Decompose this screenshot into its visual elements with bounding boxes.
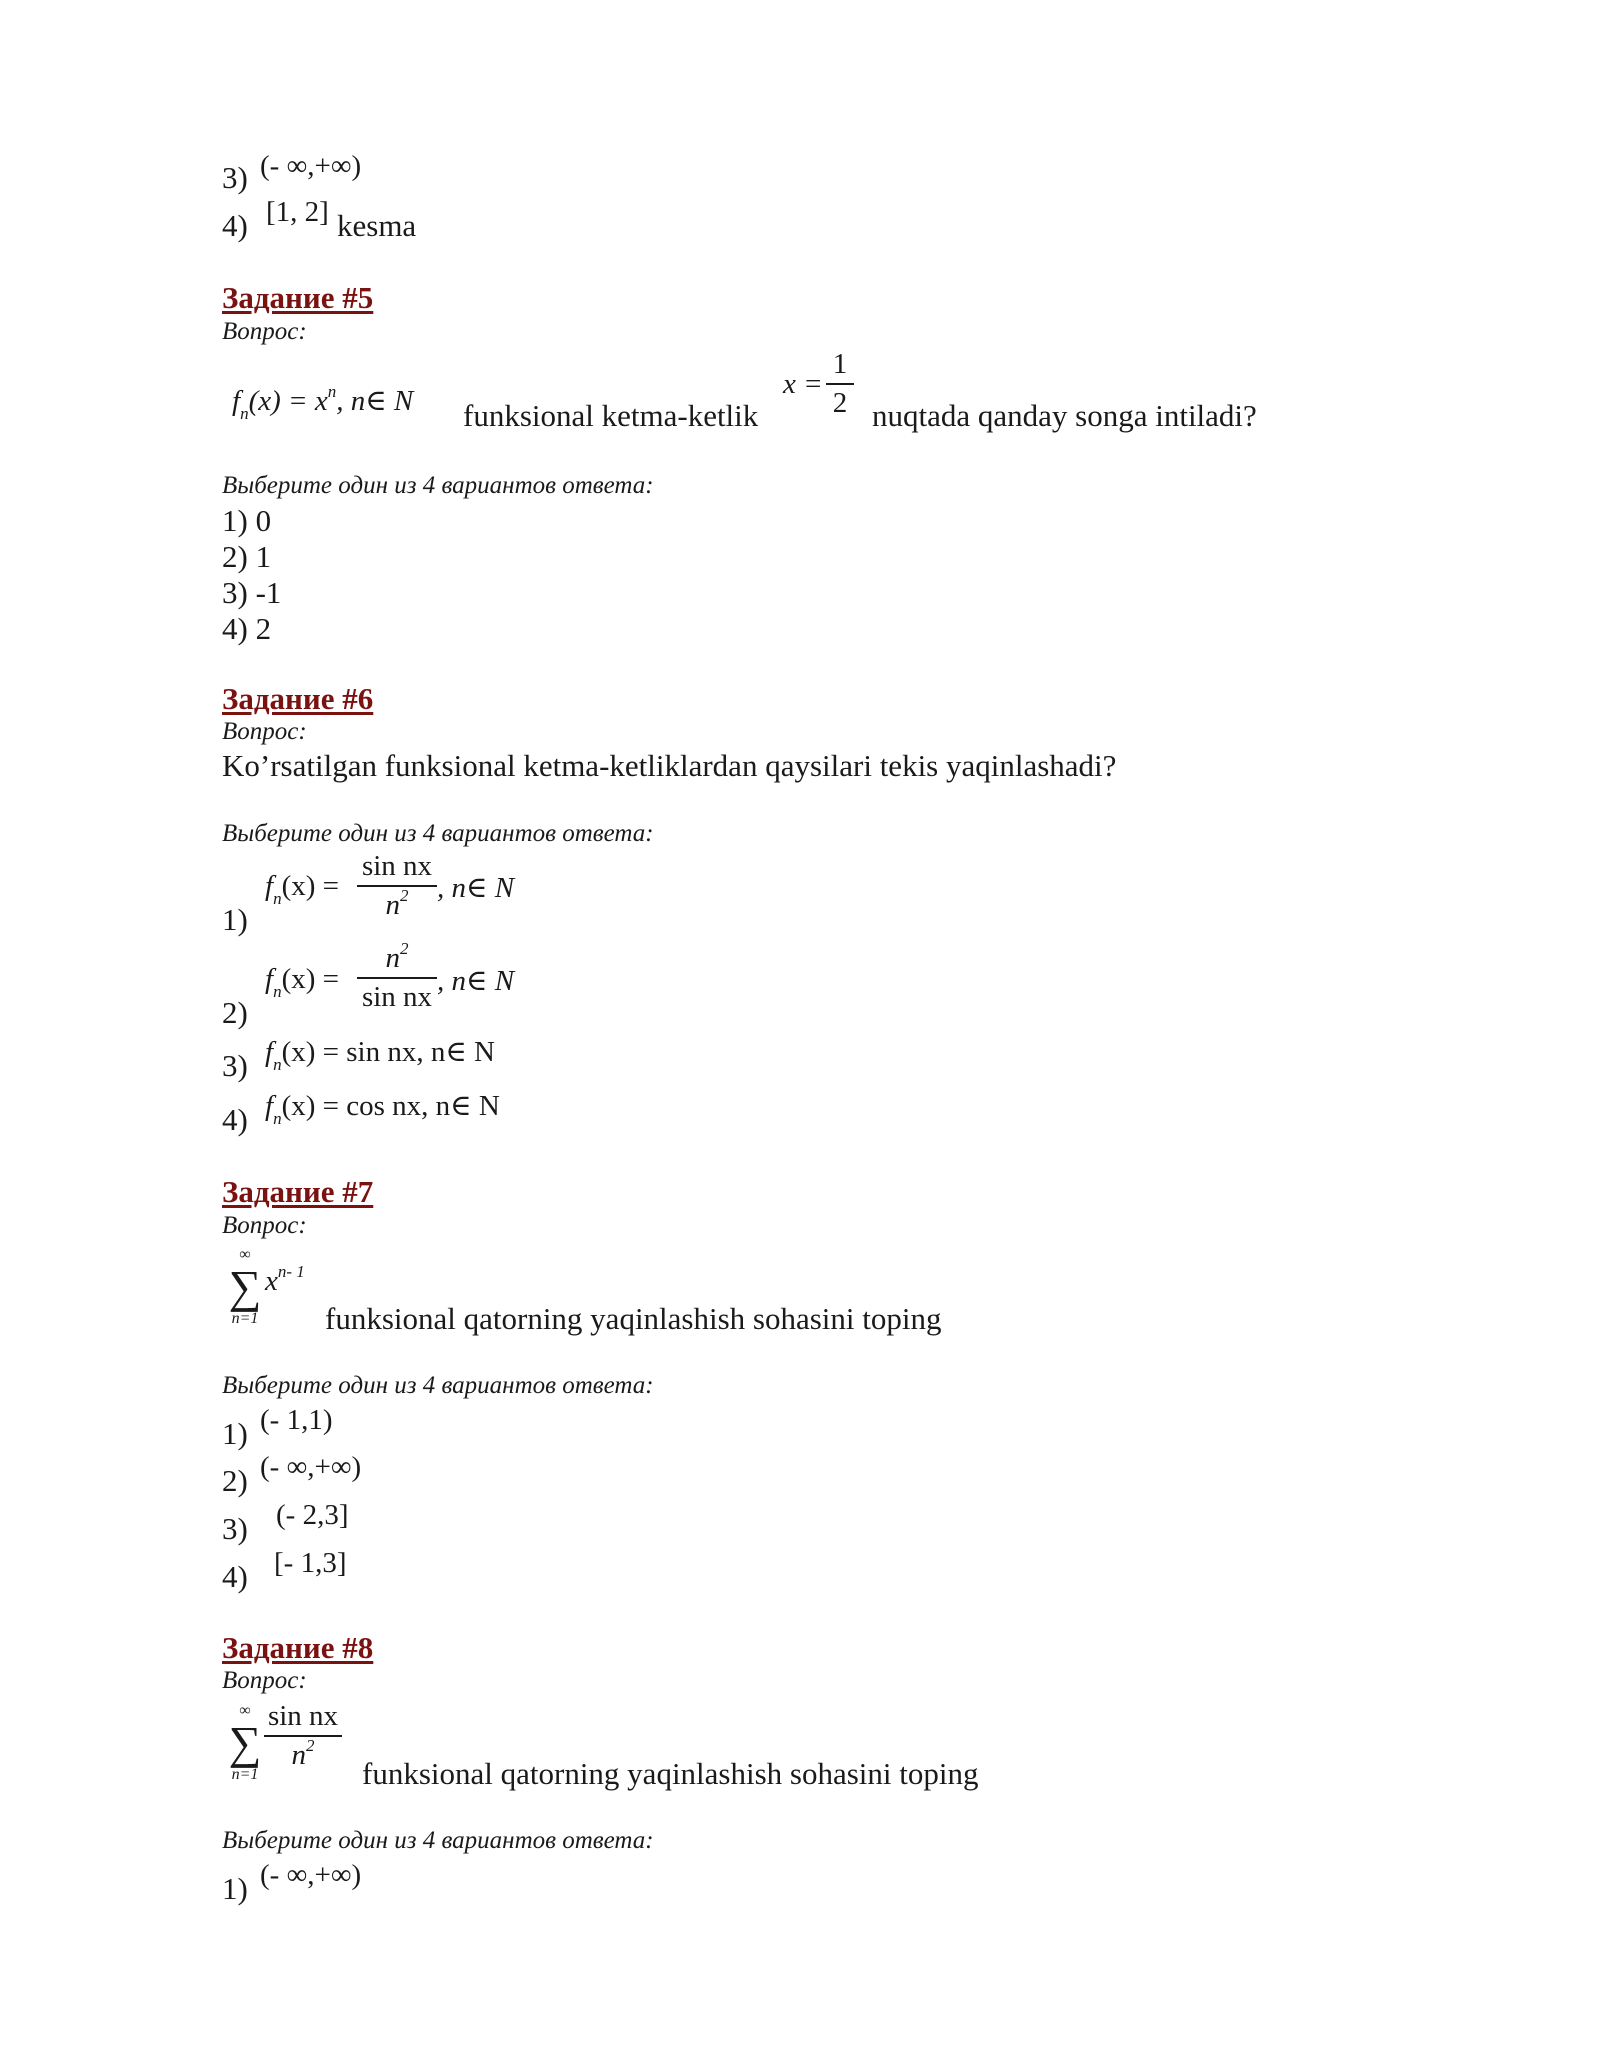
answer-number: 2)	[222, 995, 248, 1030]
answer-math: (- 2,3]	[276, 1499, 349, 1531]
formula-eq: (x) =	[281, 963, 339, 995]
choose-label: Выберите один из 4 вариантов ответа:	[222, 820, 654, 847]
choose-label: Выберите один из 4 вариантов ответа:	[222, 1827, 654, 1854]
option-2-tail: , n∈ N	[437, 965, 515, 997]
fraction-denominator: sin nx	[361, 981, 433, 1013]
choose-label: Выберите один из 4 вариантов ответа:	[222, 472, 654, 499]
answer-number: 1)	[222, 1416, 248, 1451]
option-4-formula	[265, 1088, 500, 1128]
fraction-denominator	[264, 1736, 342, 1771]
task-5-text-2: nuqtada qanday songa intiladi?	[872, 398, 1257, 433]
answer-math: [1, 2]	[266, 196, 329, 228]
answer-number: 4)	[222, 208, 248, 243]
formula-sub: n	[240, 404, 249, 423]
answer-math: (- ∞,+∞)	[260, 150, 362, 182]
formula-sub: n	[273, 982, 282, 1001]
formula-f: f	[265, 1036, 274, 1068]
fraction-denominator: 2	[832, 387, 848, 419]
formula-tail: , n∈ N	[336, 385, 414, 417]
formula-sub: n	[273, 1055, 282, 1074]
answer-number: 1)	[222, 1871, 248, 1906]
sum-upper: ∞	[239, 1702, 251, 1719]
answer-number: 1)	[222, 902, 248, 937]
answer-number: 3)	[222, 160, 248, 195]
formula-f: f	[232, 385, 241, 417]
task-8-title: Задание #8	[222, 1630, 374, 1665]
fraction-bar	[357, 977, 437, 979]
point-variable: x =	[783, 368, 823, 400]
sigma-icon: ∑	[228, 1717, 262, 1768]
task-7-sum	[228, 1246, 262, 1328]
answer-number: 4)	[222, 1559, 248, 1594]
fraction-numerator: sin nx	[361, 850, 433, 882]
answer-option: 4) 2	[222, 611, 272, 646]
question-label: Вопрос:	[222, 1667, 307, 1694]
answer-math: (- ∞,+∞)	[260, 1451, 362, 1483]
answer-number: 4)	[222, 1102, 248, 1137]
option-1-fraction	[357, 852, 437, 920]
answer-number: 3)	[222, 1511, 248, 1546]
fraction-bar	[826, 383, 854, 385]
fraction-numerator: sin nx	[267, 1700, 339, 1732]
answer-option: 2) 1	[222, 539, 272, 574]
option-1-tail: , n∈ N	[437, 872, 515, 904]
term-sup: n- 1	[277, 1262, 305, 1281]
formula-sub: n	[273, 1109, 282, 1128]
task-8-fraction	[264, 1702, 342, 1770]
formula-sup: n	[327, 382, 337, 401]
option-2-fraction	[357, 939, 437, 1013]
task-5-title: Задание #5	[222, 280, 374, 315]
task-6-title: Задание #6	[222, 681, 374, 716]
question-label: Вопрос:	[222, 318, 307, 345]
answer-option: 1) 0	[222, 503, 272, 538]
answer-number: 2)	[222, 1463, 248, 1498]
answer-math: (- ∞,+∞)	[260, 1859, 362, 1891]
sum-lower: n=1	[231, 1310, 259, 1327]
formula-eq: (x) =	[281, 870, 339, 902]
task-7-text: funksional qatorning yaqinlashish sohasini toping	[325, 1301, 942, 1336]
answer-math: [- 1,3]	[274, 1547, 347, 1579]
fraction-denominator	[357, 886, 437, 921]
task-5-formula	[232, 382, 414, 423]
fraction-bar	[357, 885, 437, 887]
term-base: x	[265, 1265, 278, 1297]
task-7-title: Задание #7	[222, 1174, 374, 1209]
task-7-term	[265, 1262, 305, 1298]
fraction-numerator	[357, 939, 437, 974]
formula-expr: (x) = sin nx, n∈ N	[281, 1036, 495, 1068]
sum-lower: n=1	[231, 1766, 259, 1783]
den-sup: 2	[306, 1736, 315, 1755]
question-label: Вопрос:	[222, 718, 307, 745]
formula-sub: n	[273, 889, 282, 908]
num-sup: 2	[400, 939, 409, 958]
option-3-formula	[265, 1034, 495, 1074]
formula-f: f	[265, 870, 274, 902]
den-base: n	[385, 889, 400, 921]
fraction-numerator: 1	[832, 348, 848, 380]
task-5-text-1: funksional ketma-ketlik	[463, 398, 759, 433]
formula-f: f	[265, 1090, 274, 1122]
fraction-bar	[264, 1735, 342, 1737]
num-base: n	[385, 942, 400, 974]
sigma-icon: ∑	[228, 1261, 262, 1312]
question-label: Вопрос:	[222, 1212, 307, 1239]
choose-label: Выберите один из 4 вариантов ответа:	[222, 1372, 654, 1399]
formula-mid: (x) = x	[248, 385, 328, 417]
task-8-sum	[228, 1702, 262, 1784]
option-2-lhs	[265, 963, 339, 1001]
task-6-question: Ko’rsatilgan funksional ketma-ketliklardan qaysilari tekis yaqinlashadi?	[222, 748, 1117, 783]
den-base: n	[291, 1739, 306, 1771]
formula-expr: (x) = cos nx, n∈ N	[281, 1090, 500, 1122]
answer-number: 3)	[222, 1048, 248, 1083]
option-1-lhs	[265, 870, 339, 908]
task-8-text: funksional qatorning yaqinlashish sohasini toping	[362, 1756, 979, 1791]
formula-f: f	[265, 963, 274, 995]
answer-math: (- 1,1)	[260, 1404, 333, 1436]
answer-option: 3) -1	[222, 575, 282, 610]
point-fraction	[826, 350, 854, 418]
den-sup: 2	[400, 886, 409, 905]
answer-text: kesma	[337, 208, 417, 243]
sum-upper: ∞	[239, 1246, 251, 1263]
